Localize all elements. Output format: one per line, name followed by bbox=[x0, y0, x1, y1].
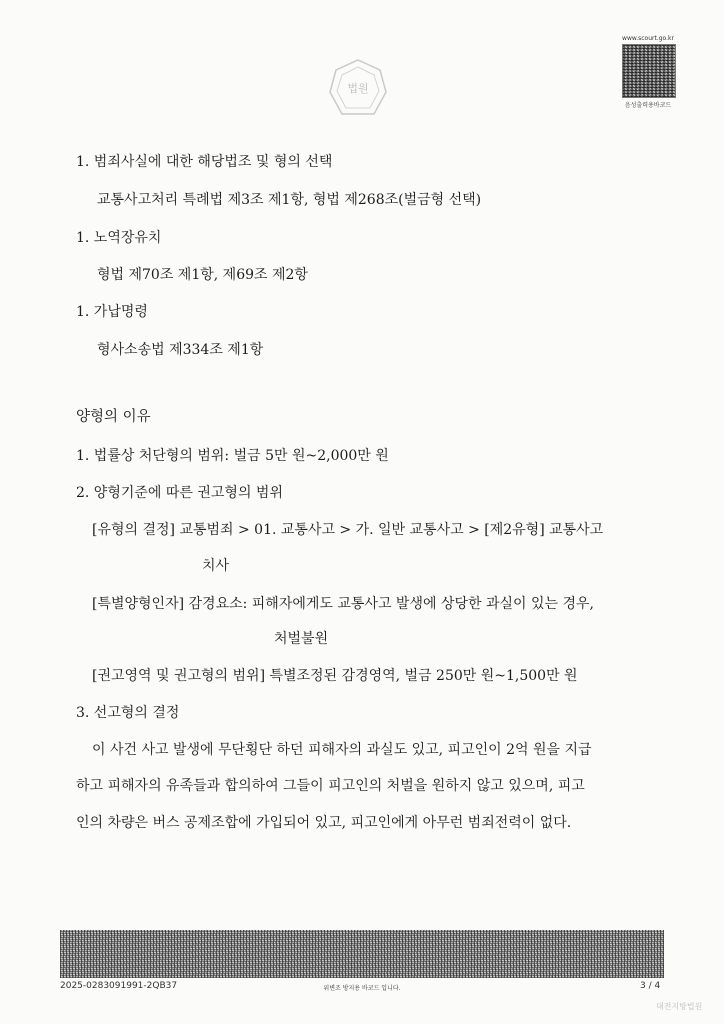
paragraph-line: 하고 피해자의 유족들과 합의하여 그들이 피고인의 처벌을 원하지 않고 있으며, 피고 bbox=[76, 778, 585, 794]
legal-item-detail: 형법 제70조 제1항, 제69조 제2항 bbox=[97, 267, 308, 283]
paragraph-line: 인의 차량은 버스 공제조합에 가입되어 있고, 피고인에게 아무런 범죄전력이 없다. bbox=[76, 815, 572, 831]
qr-url: www.scourt.go.kr bbox=[622, 35, 674, 42]
page-number: 3 / 4 bbox=[640, 981, 661, 991]
sentencing-line: 1. 법률상 처단형의 범위: 벌금 5만 원~2,000만 원 bbox=[76, 448, 389, 464]
legal-item-detail: 형사소송법 제334조 제1항 bbox=[97, 342, 264, 358]
document-number: 2025-0283091991-2QB37 bbox=[60, 981, 178, 991]
legal-item-heading: 1. 범죄사실에 대한 해당법조 및 형의 선택 bbox=[76, 154, 333, 170]
sentencing-line: 처벌불원 bbox=[274, 631, 329, 647]
sentencing-line: 3. 선고형의 결정 bbox=[76, 705, 180, 721]
sentencing-line: 치사 bbox=[202, 558, 230, 574]
barcode-notice: 위변조 방지용 바코드 입니다. bbox=[323, 985, 401, 992]
legal-item-heading: 1. 가납명령 bbox=[76, 304, 148, 320]
qr-caption: 음성출력용바코드 bbox=[624, 102, 672, 109]
legal-item-heading: 1. 노역장유치 bbox=[76, 230, 162, 246]
seal-label: 법원 bbox=[347, 82, 369, 95]
legal-item-detail: 교통사고처리 특례법 제3조 제1항, 형법 제268조(벌금형 선택) bbox=[97, 192, 482, 208]
sentencing-line: 2. 양형기준에 따른 권고형의 범위 bbox=[76, 485, 283, 501]
qr-code-icon bbox=[622, 44, 676, 98]
sentencing-line: [유형의 결정] 교통범죄 > 01. 교통사고 > 가. 일반 교통사고 > [제2유형] 교통사고 bbox=[92, 522, 604, 538]
sentencing-line: [특별양형인자] 감경요소: 피해자에게도 교통사고 발생에 상당한 과실이 있는 경우, bbox=[92, 596, 594, 612]
paragraph-line: 이 사건 사고 발생에 무단횡단 하던 피해자의 과실도 있고, 피고인이 2억 원을 지급 bbox=[92, 742, 592, 758]
anti-forgery-barcode bbox=[60, 930, 664, 978]
court-watermark: 대전지방법원 bbox=[656, 1002, 703, 1011]
section-title: 양형의 이유 bbox=[76, 409, 151, 425]
sentencing-line: [권고영역 및 권고형의 범위] 특별조정된 감경영역, 벌금 250만 원~1,500만 원 bbox=[92, 668, 578, 684]
